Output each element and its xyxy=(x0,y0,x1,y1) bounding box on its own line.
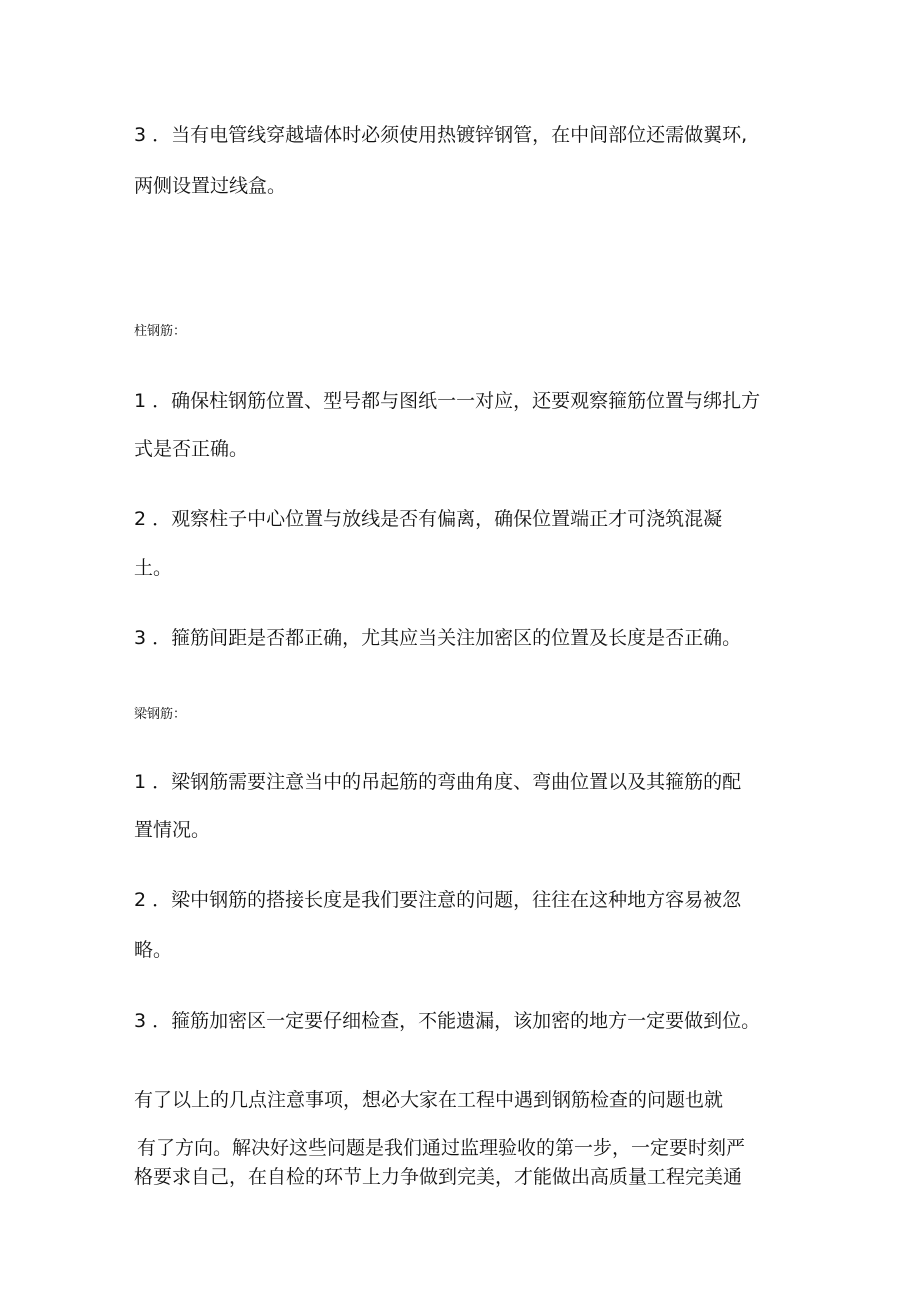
wall-item-3-line-2: 两侧设置过线盒。 xyxy=(134,175,287,197)
beam-rebar-heading: 梁钢筋： xyxy=(134,707,187,722)
column-item-2-line-1: 2 ．观察柱子中心位置与放线是否有偏离，确保位置端正才可浇筑混凝 xyxy=(134,508,723,530)
column-item-3-line-1: 3 ．箍筋间距是否都正确，尤其应当关注加密区的位置及长度是否正确。 xyxy=(134,627,742,649)
beam-item-1-line-1: 1 ．梁钢筋需要注意当中的吊起筋的弯曲角度、弯曲位置以及其箍筋的配 xyxy=(134,771,742,793)
beam-item-2-line-1: 2 ．梁中钢筋的搭接长度是我们要注意的问题，往往在这种地方容易被忽 xyxy=(134,889,742,911)
conclusion-line-3: 格要求自己，在自检的环节上力争做到完美，才能做出高质量工程完美通 xyxy=(134,1166,743,1188)
beam-item-3-line-1: 3 ．箍筋加密区一定要仔细检查，不能遗漏，该加密的地方一定要做到位。 xyxy=(134,1010,761,1032)
column-item-1-line-1: 1 ．确保柱钢筋位置、型号都与图纸一一对应，还要观察箍筋位置与绑扎方 xyxy=(134,390,761,412)
conclusion-line-2: 有了方向。解决好这些问题是我们通过监理验收的第一步，一定要时刻严 xyxy=(137,1137,746,1159)
column-item-2-line-2: 土。 xyxy=(134,557,173,579)
conclusion-line-1: 有了以上的几点注意事项，想必大家在工程中遇到钢筋检查的问题也就 xyxy=(134,1089,724,1111)
column-rebar-heading: 柱钢筋： xyxy=(134,324,187,339)
beam-item-2-line-2: 略。 xyxy=(134,939,173,961)
beam-item-1-line-2: 置情况。 xyxy=(134,819,211,841)
column-item-1-line-2: 式是否正确。 xyxy=(134,438,249,460)
wall-item-3-line-1: 3 ．当有电管线穿越墙体时必须使用热镀锌钢管，在中间部位还需做翼环, xyxy=(134,124,748,146)
